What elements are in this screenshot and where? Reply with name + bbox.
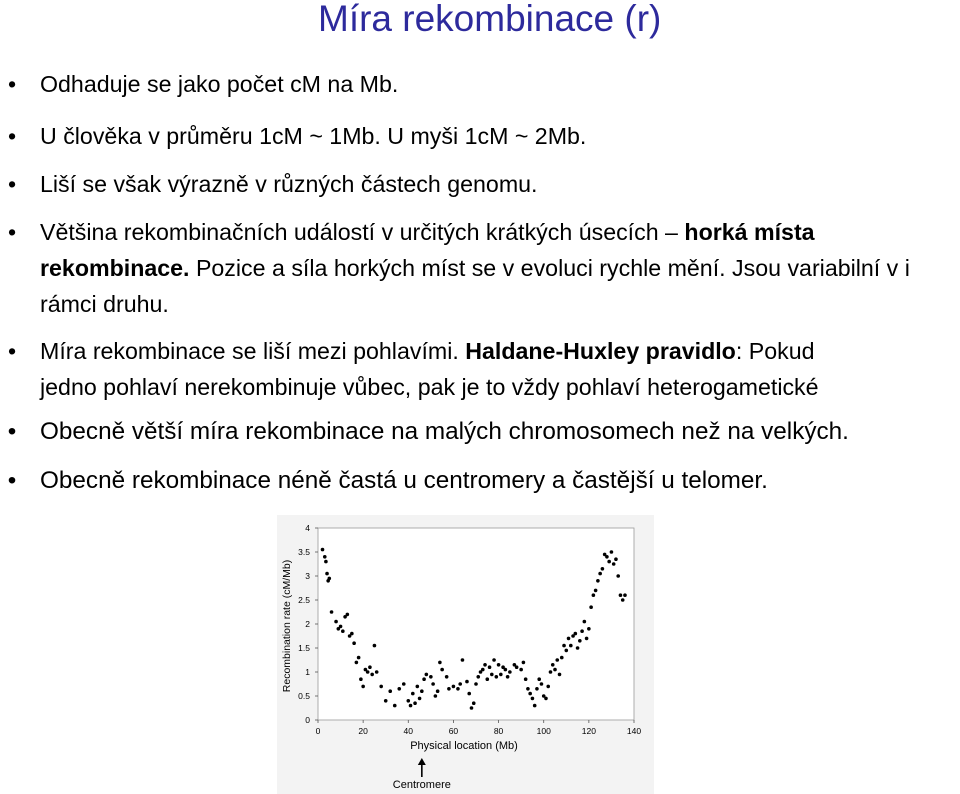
data-point [447,687,451,691]
bullet-dot: • [7,71,17,97]
data-point [325,572,329,576]
data-point [614,557,618,561]
centromere-label: Centromere [392,779,451,791]
data-point [393,704,397,708]
data-point [472,701,476,705]
data-point [339,625,343,629]
slide-title: Míra rekombinace (r) [318,0,662,39]
data-point [519,668,523,672]
data-point [558,673,562,677]
x-tick-label: 60 [448,726,459,736]
data-point [436,689,440,693]
data-point [567,637,571,641]
data-point [555,658,559,662]
y-tick-label: 4 [305,523,310,533]
data-point [585,637,589,641]
bullet-text: Míra rekombinace se liší mezi pohlavími. [40,338,466,364]
data-point [506,675,510,679]
data-point [607,560,611,564]
bullet-item [7,463,955,499]
data-point [384,699,388,703]
data-point [425,673,429,677]
bullet-text: Obecně rekombinace néně častá u centromery a častější u telomer. [40,467,768,494]
bullet-bold-text: horká místa rekombinace. [40,219,815,281]
data-point [560,656,564,660]
bullet-dot: • [7,171,17,197]
data-point [330,610,334,614]
data-point [355,661,359,665]
x-axis-label: Physical location (Mb) [410,740,518,752]
bullet-bold-text: Haldane-Huxley pravidlo [465,338,736,364]
bullet-text: Liší se však výrazně v různých částech genomu. [40,171,538,197]
x-tick-label: 40 [403,726,414,736]
bullet-item [7,333,955,405]
bullet-text: Obecně větší míra rekombinace na malých chromosomech než na velkých. [40,418,849,445]
bullet-item [7,414,955,450]
data-point [327,577,331,581]
data-point [621,598,625,602]
data-point [497,663,501,667]
data-point [537,677,541,681]
data-point [619,593,623,597]
bullet-dot: • [7,418,17,445]
data-point [476,675,480,679]
bullet-text: Pozice a síla horkých míst se v evoluci rychle mění. Jsou variabilní v i rámci druhu. [40,255,910,317]
data-point [562,644,566,648]
bullet-item [7,166,955,202]
x-tick-label: 140 [626,726,642,736]
x-tick-label: 20 [358,726,368,736]
data-point [499,673,503,677]
data-point [411,692,415,696]
data-point [531,697,535,701]
data-point [526,687,530,691]
chart-axes [315,528,634,723]
bullet-text: jedno pohlaví nerekombinuje vůbec, pak je to vždy pohlaví heterogametické [40,374,819,400]
data-point [594,589,598,593]
data-point [535,687,539,691]
plot-area [318,528,634,720]
data-point [467,692,471,696]
data-point [379,685,383,689]
data-point [580,629,584,633]
data-point [341,629,345,633]
data-point [610,550,614,554]
y-tick-label: 3.5 [298,547,310,557]
data-point [350,632,354,636]
y-tick-label: 0.5 [298,691,310,701]
bullet-item [7,118,955,154]
y-axis-label: Recombination rate (cM/Mb) [281,559,293,693]
data-point [474,682,478,686]
data-point [434,694,438,698]
data-point [461,658,465,662]
data-point [388,689,392,693]
y-tick-label: 1 [305,667,310,677]
data-point [495,675,499,679]
bullet-text: U člověka v průměru 1cM ~ 1Mb. U myši 1cM ~ 2Mb. [40,123,587,149]
data-point [413,701,417,705]
data-point [431,682,435,686]
data-point [465,680,469,684]
data-point [416,685,420,689]
data-point [576,646,580,650]
data-point [452,685,456,689]
data-point [334,620,338,624]
data-point [553,668,557,672]
data-point [375,670,379,674]
data-point [490,673,494,677]
data-point [546,685,550,689]
data-point [366,670,370,674]
data-point [592,593,596,597]
data-point [323,555,327,559]
y-tick-label: 1.5 [298,643,310,653]
data-point [324,560,328,564]
data-point [438,661,442,665]
data-point [402,682,406,686]
data-point [596,579,600,583]
data-point [533,704,537,708]
data-point [445,675,449,679]
data-point [583,620,587,624]
data-point [346,613,350,617]
bullet-text: Většina rekombinačních událostí v určitých krátkých úsecích – [40,219,685,245]
data-point [504,668,508,672]
data-point [616,574,620,578]
data-point [422,677,426,681]
data-point [549,670,553,674]
bullet-dot: • [7,123,17,149]
data-point [357,656,361,660]
data-point [397,687,401,691]
data-point [605,555,609,559]
data-point [492,658,496,662]
data-point [373,644,377,648]
bullet-dot: • [7,467,17,494]
data-point [370,673,374,677]
x-tick-label: 120 [581,726,596,736]
y-tick-label: 0 [305,715,310,725]
data-point [485,677,489,681]
bullet-item [7,66,955,102]
data-point [483,663,487,667]
data-point [406,699,410,703]
data-point [515,665,519,669]
data-point [458,682,462,686]
bullet-dot: • [7,219,17,245]
data-point [528,692,532,696]
data-point [578,639,582,643]
data-point [574,632,578,636]
recombination-rate-chart [277,515,654,794]
data-point [623,593,627,597]
x-tick-label: 100 [536,726,551,736]
data-point [321,548,325,552]
data-point [368,665,372,669]
data-point [612,562,616,566]
y-tick-label: 2 [305,619,310,629]
data-point [429,675,433,679]
data-point [508,670,512,674]
data-point [440,668,444,672]
data-point [409,704,413,708]
data-point [481,668,485,672]
x-tick-label: 0 [315,726,321,736]
x-tick-label: 80 [493,726,504,736]
bullet-item [7,214,955,322]
bullet-text: Odhaduje se jako počet cM na Mb. [40,71,399,97]
data-point [587,627,591,631]
data-point [522,661,526,665]
data-point [524,677,528,681]
data-point [420,689,424,693]
y-tick-label: 2.5 [298,595,310,605]
data-point [418,697,422,701]
data-point [551,663,555,667]
bullet-dot: • [7,338,17,364]
data-point [488,665,492,669]
data-point [598,572,602,576]
data-point [601,567,605,571]
data-point [589,605,593,609]
data-point [352,641,356,645]
data-point [361,685,365,689]
data-point [540,682,544,686]
chart-svg [277,515,654,794]
data-point [564,649,568,653]
centromere-arrow-head [418,758,426,765]
bullet-text: : Pokud [735,338,815,364]
y-tick-label: 3 [305,571,310,581]
data-point [359,677,363,681]
data-point [456,687,460,691]
data-point [544,697,548,701]
data-point [569,644,573,648]
data-point [470,706,474,710]
